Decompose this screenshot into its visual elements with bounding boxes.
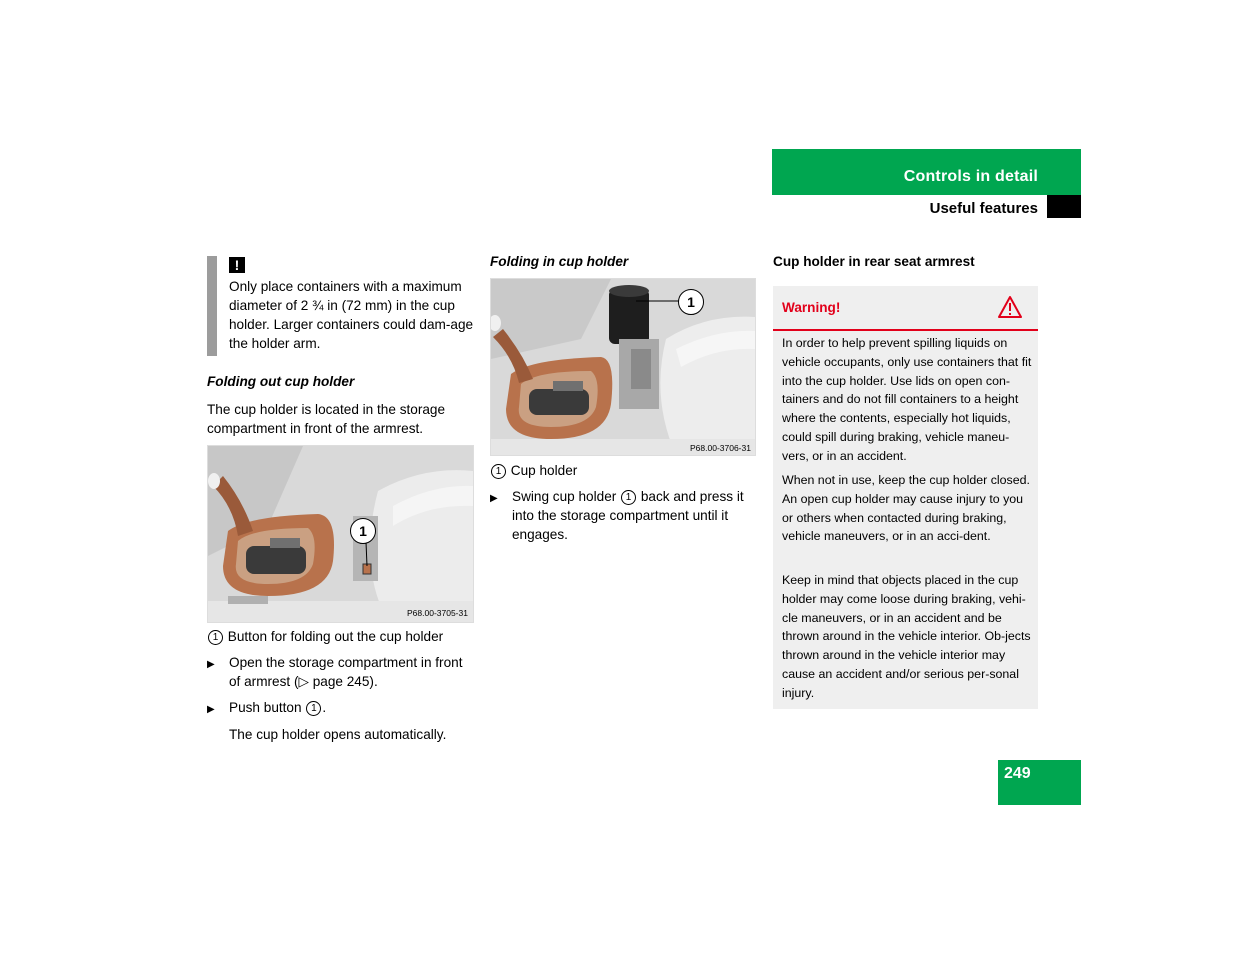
legend-left: [207, 627, 477, 646]
legend-middle-text: Cup holder: [510, 463, 578, 478]
note-exclamation-icon: !: [229, 257, 245, 273]
step-swing-back: [490, 487, 756, 544]
callout-num-icon: 1: [208, 630, 223, 645]
warning-divider: [773, 329, 1038, 331]
step-push-end: .: [322, 700, 327, 715]
section-title: Controls in detail: [903, 168, 1038, 185]
callout-num-icon: 1: [621, 490, 636, 505]
step-open-compartment: [207, 653, 475, 691]
page-number: 249: [1004, 765, 1031, 782]
result-text: The cup holder opens automatically.: [229, 727, 447, 742]
callout-1-middle: 1: [678, 289, 704, 315]
intro-text: The cup holder is located in the storage compartment in front of the armrest.: [207, 402, 446, 436]
callout-num-icon: 1: [491, 464, 506, 479]
image-code-middle: P68.00-3706-31: [690, 443, 751, 453]
section-subtitle: Useful features: [929, 200, 1038, 217]
step-push-button: [207, 698, 475, 717]
heading-folding-out: Folding out cup holder: [207, 374, 355, 389]
step-push-text: Push button: [229, 700, 302, 715]
note-text: Only place containers with a maximum diameter of 2 ¾ in (72 mm) in the cup holder. Larger containers could dam-age the holder arm.: [229, 279, 474, 351]
bullet-triangle-icon: ▶: [490, 493, 498, 504]
photo-folding-out: [207, 445, 474, 623]
callout-num-icon: 1: [306, 701, 321, 716]
header-black-tab: [1047, 195, 1081, 218]
warning-title: Warning!: [782, 300, 841, 315]
note-bar: [207, 256, 217, 356]
bullet-triangle-icon: ▶: [207, 704, 215, 715]
warning-triangle-icon: [997, 295, 1023, 324]
warning-paragraph-2: When not in use, keep the cup holder closed. An open cup holder may cause injury to you or others when contacted during braking, vehicle maneuvers, or in an acci-dent.: [782, 473, 1030, 544]
warning-paragraph-1: In order to help prevent spilling liquids on vehicle occupants, only use containers that fit into the cup holder. Use lids on open con-tainers and do not fill containers to a height where the contents, especially hot liquids, could spill during braking, vehicle maneu-vers, or in an accident.: [782, 336, 1032, 463]
legend-middle: [490, 461, 754, 480]
step-swing-text-end: back and press it into the storage compartment until it engages.: [512, 489, 744, 542]
photo-folding-in: [490, 278, 756, 456]
image-code-left: P68.00-3705-31: [407, 608, 468, 618]
legend-left-text: Button for folding out the cup holder: [227, 629, 444, 644]
step-open-text: Open the storage compartment in front of armrest (▷ page 245).: [229, 655, 463, 689]
heading-rear-armrest: Cup holder in rear seat armrest: [773, 254, 975, 269]
bullet-triangle-icon: ▶: [207, 659, 215, 670]
warning-paragraph-3: Keep in mind that objects placed in the cup holder may come loose during braking, vehi-cle maneuvers, or in an accident and be thrown around in the vehicle interior. Ob-jects thrown around in the vehicle interior may cause an accident and/or serious per-sonal injury.: [782, 573, 1031, 700]
callout-1-left: 1: [350, 518, 376, 544]
step-swing-text: Swing cup holder: [512, 489, 617, 504]
heading-folding-in: Folding in cup holder: [490, 254, 629, 269]
